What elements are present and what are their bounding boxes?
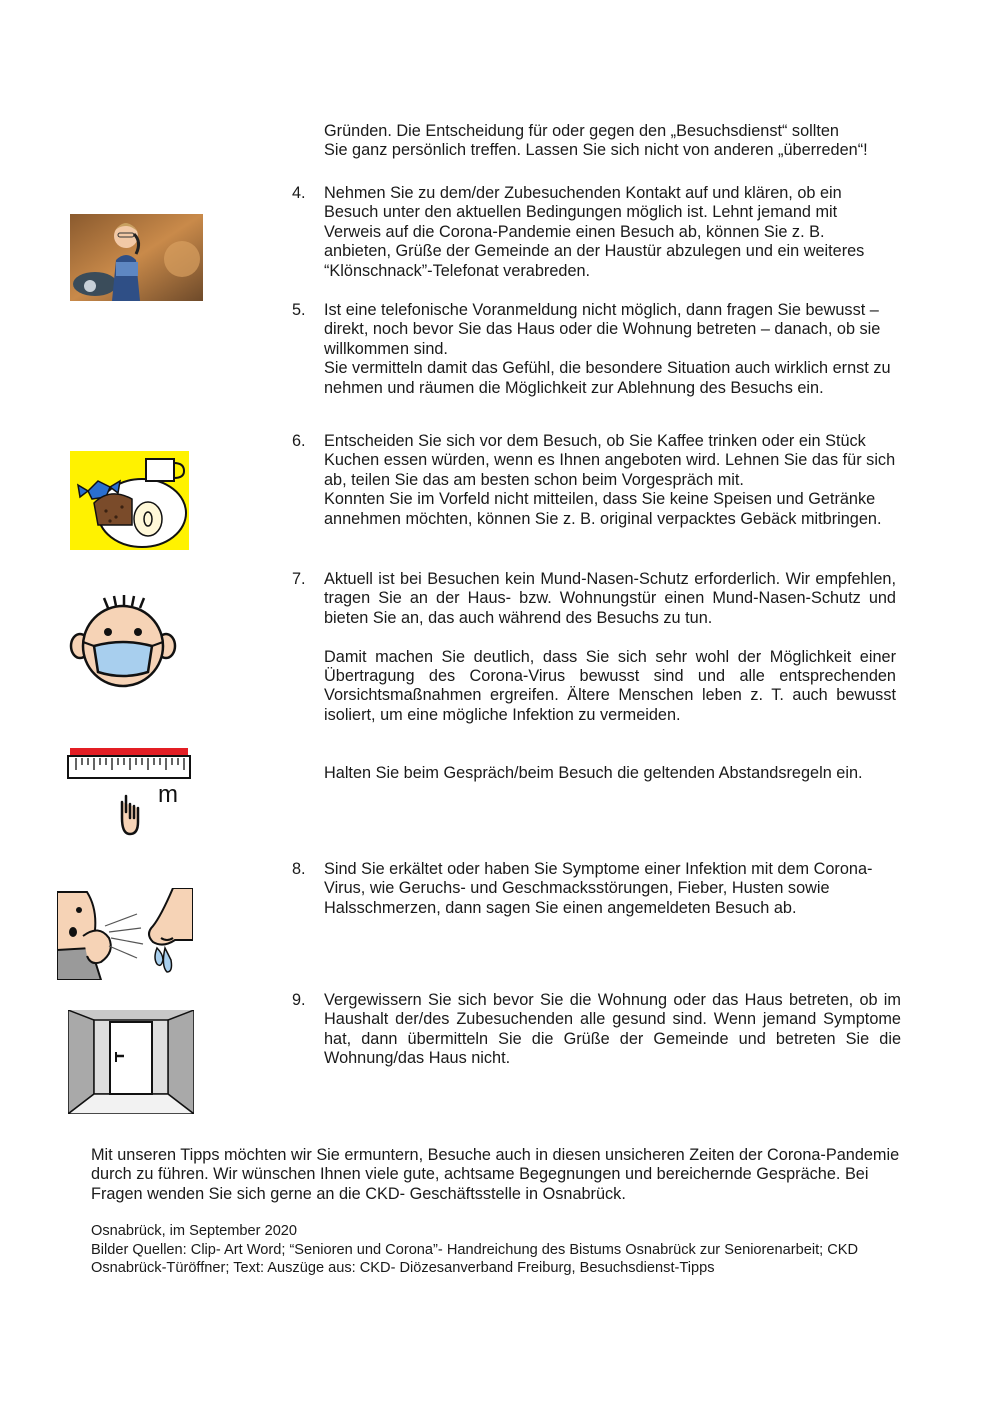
item-5-number: 5. <box>292 301 306 319</box>
closing-paragraph: Mit unseren Tipps möchten wir Sie ermuntern, Besuche auch in diesen unsicheren Zeiten der Corona-Pandemie durch zu führen. Wir wünschen Ihnen viele gute, achtsame Begegnungen und bereichernde Gespräche. Bei Fragen wenden Sie sich gerne an die CKD- Geschäftsstelle in Osnabrück. <box>91 1146 900 1203</box>
cough-runny-nose-icon <box>57 888 193 980</box>
item-8-text: Sind Sie erkältet oder haben Sie Symptome einer Infektion mit dem Corona-Virus, wie Geruchs- und Geschmacksstörungen, Fieber, Husten sowie Halsschmerzen, dann sagen Sie einen angemeldeten Besuch ab. <box>324 860 873 917</box>
item-6-text-2: Konnten Sie im Vorfeld nicht mitteilen, dass Sie keine Speisen und Getränke annehmen möchten, können Sie z. B. original verpacktes Gebäck mitbringen. <box>324 490 882 528</box>
item-4-number: 4. <box>292 184 306 202</box>
intro-line-1: Gründen. Die Entscheidung für oder gegen den „Besuchsdienst“ sollten <box>324 122 839 140</box>
item-5-text <box>324 301 896 398</box>
face-mask-icon <box>68 594 178 688</box>
item-8-number: 8. <box>292 860 306 878</box>
item-9-number: 9. <box>292 991 306 1009</box>
ruler-unit-label: m <box>158 781 178 808</box>
item-4-text: Nehmen Sie zu dem/der Zubesuchenden Kontakt auf und klären, ob ein Besuch unter den aktuellen Bedingungen möglich ist. Lehnt jemand mit Verweis auf die Corona-Pandemie einen Besuch ab, können Sie z. B. anbieten, Grüße der Gemeinde an der Haustür abzulegen und ein weiteres “Klönschnack”-Telefonat verabreden. <box>324 184 865 280</box>
cake-coffee-icon <box>70 451 189 550</box>
image-text-sources: Bilder Quellen: Clip- Art Word; “Senioren und Corona”- Handreichung des Bistums Osnabrück zur Seniorenarbeit; CKD Osnabrück-Türöffner; Text: Auszüge aus: CKD- Diözesanverband Freiburg, Besuchsdienst-Tipps <box>91 1241 859 1276</box>
item-7-number: 7. <box>292 570 306 588</box>
intro-paragraph <box>324 122 882 161</box>
ruler-distance-icon <box>66 748 194 838</box>
item-6-text-1: Entscheiden Sie sich vor dem Besuch, ob Sie Kaffee trinken oder ein Stück Kuchen essen würden, wenn es Ihnen angeboten wird. Lehnen Sie das für sich ab, teilen Sie das am besten schon beim Vorgespräch mit. <box>324 432 896 489</box>
phone-woman-icon <box>70 214 203 301</box>
door-icon <box>68 1010 194 1114</box>
item-5-text-1: Ist eine telefonische Voranmeldung nicht möglich, dann fragen Sie bewusst – direkt, noch bevor Sie das Haus oder die Wohnung betreten – danach, ob sie willkommen sind. <box>324 301 881 358</box>
item-7-text-1: Aktuell ist bei Besuchen kein Mund-Nasen-Schutz erforderlich. Wir empfehlen, tragen Sie an der Haus- bzw. Wohnungstür einen Mund-Nasen-Schutz und bieten Sie an, das auch während des Besuchs zu tun. <box>324 570 896 627</box>
place-date: Osnabrück, im September 2020 <box>91 1223 298 1239</box>
item-7-text <box>324 570 896 725</box>
document-meta <box>91 1222 911 1278</box>
item-6-number: 6. <box>292 432 306 450</box>
item-7-text-2: Damit machen Sie deutlich, dass Sie sich sehr wohl der Möglichkeit einer Übertragung des Corona-Virus bewusst sind und alle entsprechenden Vorsichtsmaßnahmen ergreifen. Ältere Menschen leben z. T. auch bewusst isoliert, um eine mögliche Infektion zu vermeiden. <box>324 647 896 724</box>
item-9-text: Vergewissern Sie sich bevor Sie die Wohnung oder das Haus betreten, ob im Haushalt der/des Zubesuchenden alle gesund sind. Wenn jemand Symptome hat, dann übermitteln Sie die Grüße der Gemeinde und betreten Sie die Wohnung/das Haus nicht. <box>324 991 901 1068</box>
item-6-text <box>324 432 904 529</box>
item-5-text-2: Sie vermitteln damit das Gefühl, die besondere Situation auch wirklich ernst zu nehmen und räumen die Möglichkeit zur Ablehnung des Besuchs ein. <box>324 359 891 397</box>
intro-line-2: Sie ganz persönlich treffen. Lassen Sie sich nicht von anderen „überreden“! <box>324 141 868 160</box>
distance-text: Halten Sie beim Gespräch/beim Besuch die geltenden Abstandsregeln ein. <box>324 764 863 782</box>
